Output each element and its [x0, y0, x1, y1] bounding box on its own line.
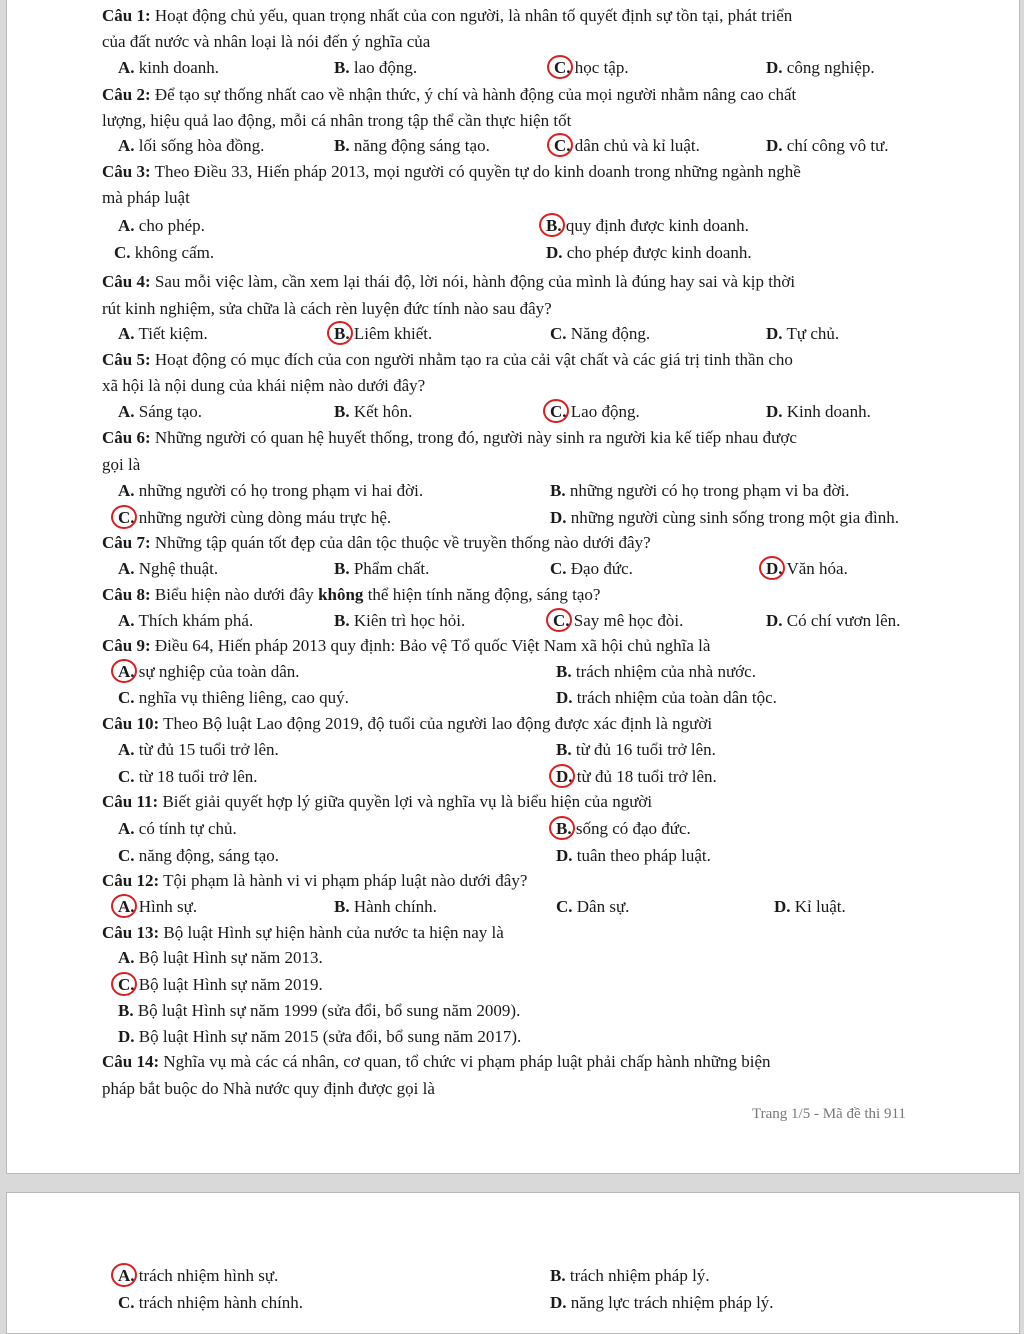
- answer-circle-mark: [547, 55, 573, 79]
- question-2-stem-line: [102, 83, 952, 107]
- question-12-option-d[interactable]: [774, 895, 846, 919]
- option-text: những người có họ trong phạm vi ba đời.: [569, 481, 850, 500]
- option-text: từ đủ 15 tuổi trở lên.: [138, 740, 279, 759]
- option-letter: D.: [550, 508, 567, 527]
- question-14-option-a[interactable]: [118, 1264, 278, 1288]
- question-13-option-a[interactable]: [118, 946, 323, 970]
- question-14-stem-line: [102, 1050, 952, 1074]
- question-10-option-c[interactable]: [118, 765, 258, 789]
- answer-circle-mark: [549, 816, 575, 840]
- answer-circle-mark: [111, 1263, 137, 1287]
- option-letter: A.: [118, 324, 135, 343]
- question-6-stem-text: Những người có quan hệ huyết thống, trong đó, người này sinh ra người kia kế tiếp nhau được: [154, 428, 797, 447]
- option-letter: C.: [118, 767, 135, 786]
- question-5-label: Câu 5:: [102, 350, 151, 369]
- question-1-stem-line: [102, 4, 952, 28]
- option-letter: D.: [550, 1293, 567, 1312]
- option-text: Hành chính.: [353, 897, 437, 916]
- option-text: từ 18 tuổi trở lên.: [138, 767, 258, 786]
- question-14-stem-text: Nghĩa vụ mà các cá nhân, cơ quan, tổ chức vi phạm pháp luật phải chấp hành những biện: [163, 1052, 771, 1071]
- answer-circle-mark: [111, 659, 137, 683]
- question-3-label: Câu 3:: [102, 162, 151, 181]
- option-letter: C.: [550, 402, 567, 421]
- answer-circle-mark: [547, 133, 573, 157]
- question-9-stem-text: Điều 64, Hiến pháp 2013 quy định: Bảo vệ Tổ quốc Việt Nam xã hội chủ nghĩa là: [154, 636, 711, 655]
- option-letter: C.: [118, 975, 135, 994]
- option-letter: D.: [118, 1027, 135, 1046]
- option-letter: D.: [556, 688, 573, 707]
- option-letter: A.: [118, 948, 135, 967]
- question-6-stem-line: [102, 453, 952, 477]
- option-letter: A.: [118, 216, 135, 235]
- option-text: trách nhiệm pháp lý.: [569, 1266, 710, 1285]
- option-text: Năng động.: [570, 324, 651, 343]
- option-text: sống có đạo đức.: [575, 819, 691, 838]
- option-letter: B.: [334, 324, 350, 343]
- option-text: năng động, sáng tạo.: [138, 846, 280, 865]
- option-letter: A.: [118, 1266, 135, 1285]
- answer-circle-mark: [111, 972, 137, 996]
- question-11-stem-line: [102, 790, 952, 814]
- question-3-option-a[interactable]: [118, 214, 205, 238]
- question-3-stem-text: Theo Điều 33, Hiến pháp 2013, mọi người có quyền tự do kinh doanh trong những ngành nghề: [154, 162, 801, 181]
- option-text: lối sống hòa đồng.: [138, 136, 265, 155]
- question-5-stem-text: xã hội là nội dung của khái niệm nào dưới đây?: [102, 376, 426, 395]
- option-letter: B.: [556, 740, 572, 759]
- question-8-option-d[interactable]: [766, 609, 900, 633]
- question-7-option-a[interactable]: [118, 557, 218, 581]
- option-letter: C.: [556, 897, 573, 916]
- question-6-option-b[interactable]: [550, 479, 849, 503]
- option-letter: A.: [118, 58, 135, 77]
- option-letter: B.: [118, 1001, 134, 1020]
- option-text: kinh doanh.: [138, 58, 220, 77]
- option-text: những người cùng dòng máu trực hệ.: [138, 508, 392, 527]
- option-letter: C.: [550, 324, 567, 343]
- question-2-stem-text: Để tạo sự thống nhất cao về nhận thức, ý chí và hành động của mọi người nhằm nâng cao chất: [154, 85, 797, 104]
- option-letter: A.: [118, 402, 135, 421]
- question-14-option-c[interactable]: [118, 1291, 303, 1315]
- option-text: trách nhiệm của toàn dân tộc.: [576, 688, 777, 707]
- question-3-option-c[interactable]: [114, 241, 214, 265]
- question-4-stem-text: Sau mỗi việc làm, cần xem lại thái độ, lời nói, hành động của mình là đúng hay sai và kịp thời: [154, 272, 796, 291]
- option-text: Liêm khiết.: [353, 324, 433, 343]
- question-8-stem-line: [102, 583, 952, 607]
- question-3-stem-line: [102, 186, 952, 210]
- option-text: năng lực trách nhiệm pháp lý.: [570, 1293, 774, 1312]
- question-2-stem-text: lượng, hiệu quả lao động, mỗi cá nhân trong tập thể cần thực hiện tốt: [102, 111, 572, 130]
- question-1-option-a[interactable]: [118, 56, 219, 80]
- option-text: Bộ luật Hình sự năm 1999 (sửa đổi, bổ sung năm 2009).: [137, 1001, 521, 1020]
- question-14-stem-line: [102, 1077, 952, 1101]
- option-letter: A.: [118, 136, 135, 155]
- question-2-option-a[interactable]: [118, 134, 264, 158]
- option-letter: C.: [118, 688, 135, 707]
- option-letter: B.: [556, 819, 572, 838]
- question-12-label: Câu 12:: [102, 871, 160, 890]
- question-1-stem-line: [102, 30, 952, 54]
- question-4-option-d[interactable]: [766, 322, 839, 346]
- option-text: Có chí vươn lên.: [786, 611, 901, 630]
- option-text: dân chủ và kỉ luật.: [574, 136, 700, 155]
- option-text: tuân theo pháp luật.: [576, 846, 711, 865]
- option-letter: C.: [114, 243, 131, 262]
- question-4-stem-line: [102, 297, 952, 321]
- option-text: chí công vô tư.: [786, 136, 889, 155]
- option-text: có tính tự chủ.: [138, 819, 237, 838]
- question-6-option-c[interactable]: [118, 506, 391, 530]
- question-9-stem-line: [102, 634, 952, 658]
- option-letter: A.: [118, 662, 135, 681]
- option-letter: C.: [118, 846, 135, 865]
- question-10-option-a[interactable]: [118, 738, 279, 762]
- question-8-option-b[interactable]: [334, 609, 465, 633]
- question-7-stem-text: Những tập quán tốt đẹp của dân tộc thuộc về truyền thống nào dưới đây?: [154, 533, 651, 552]
- question-9-option-b[interactable]: [556, 660, 756, 684]
- option-text: Đạo đức.: [570, 559, 633, 578]
- question-13-option-c[interactable]: [118, 973, 323, 997]
- question-4-stem-text: rút kinh nghiệm, sửa chữa là cách rèn luyện đức tính nào sau đây?: [102, 299, 552, 318]
- option-text: những người có họ trong phạm vi hai đời.: [138, 481, 424, 500]
- question-4-option-a[interactable]: [118, 322, 208, 346]
- question-2-option-d[interactable]: [766, 134, 889, 158]
- option-letter: B.: [550, 481, 566, 500]
- question-1-stem-text: Hoạt động chủ yếu, quan trọng nhất của con người, là nhân tố quyết định sự tồn tại, phát triển: [154, 6, 793, 25]
- page-footer: Trang 1/5 - Mã đề thi 911: [752, 1106, 906, 1122]
- option-letter: D.: [766, 611, 783, 630]
- option-text: Tự chủ.: [786, 324, 840, 343]
- question-5-option-b[interactable]: [334, 400, 412, 424]
- answer-circle-mark: [546, 608, 572, 632]
- option-letter: D.: [766, 559, 783, 578]
- question-13-stem-line: [102, 921, 952, 945]
- question-5-stem-line: [102, 348, 952, 372]
- question-1-stem-text: của đất nước và nhân loại là nói đến ý nghĩa của: [102, 32, 431, 51]
- option-text: nghĩa vụ thiêng liêng, cao quý.: [138, 688, 349, 707]
- question-1-option-d[interactable]: [766, 56, 875, 80]
- answer-circle-mark: [539, 213, 565, 237]
- question-6-option-d[interactable]: [550, 506, 899, 530]
- option-letter: B.: [334, 136, 350, 155]
- option-text: năng động sáng tạo.: [353, 136, 490, 155]
- question-2-option-c[interactable]: [554, 134, 700, 158]
- option-text: Bộ luật Hình sự năm 2015 (sửa đổi, bổ sung năm 2017).: [138, 1027, 522, 1046]
- option-text: quy định được kinh doanh.: [565, 216, 749, 235]
- question-7-option-b[interactable]: [334, 557, 429, 581]
- option-letter: C.: [118, 1293, 135, 1312]
- answer-circle-mark: [549, 764, 575, 788]
- question-9-option-c[interactable]: [118, 686, 349, 710]
- option-letter: D.: [556, 846, 573, 865]
- question-11-label: Câu 11:: [102, 792, 159, 811]
- question-3-stem-line: [102, 160, 952, 184]
- option-letter: D.: [766, 402, 783, 421]
- answer-circle-mark: [111, 505, 137, 529]
- option-text: Say mê học đòi.: [573, 611, 684, 630]
- question-8-label: Câu 8:: [102, 585, 151, 604]
- question-6-label: Câu 6:: [102, 428, 151, 447]
- question-8-stem-part: không: [318, 585, 364, 604]
- option-letter: C.: [554, 58, 571, 77]
- question-14-stem-text: pháp bắt buộc do Nhà nước quy định được gọi là: [102, 1079, 435, 1098]
- option-text: những người cùng sinh sống trong một gia đình.: [570, 508, 899, 527]
- option-letter: B.: [334, 559, 350, 578]
- option-text: từ đủ 16 tuổi trở lên.: [575, 740, 716, 759]
- question-14-label: Câu 14:: [102, 1052, 160, 1071]
- option-text: Kỉ luật.: [794, 897, 846, 916]
- question-4-option-c[interactable]: [550, 322, 650, 346]
- question-1-label: Câu 1:: [102, 6, 151, 25]
- option-text: Kinh doanh.: [786, 402, 871, 421]
- question-2-label: Câu 2:: [102, 85, 151, 104]
- question-10-label: Câu 10:: [102, 714, 160, 733]
- question-6-stem-line: [102, 426, 952, 450]
- question-12-option-c[interactable]: [556, 895, 629, 919]
- option-letter: A.: [118, 819, 135, 838]
- question-12-option-b[interactable]: [334, 895, 437, 919]
- option-letter: B.: [334, 897, 350, 916]
- question-5-option-d[interactable]: [766, 400, 871, 424]
- option-text: Kết hôn.: [353, 402, 413, 421]
- option-letter: A.: [118, 611, 135, 630]
- option-text: học tập.: [574, 58, 629, 77]
- question-1-option-b[interactable]: [334, 56, 417, 80]
- question-8-stem-part: Biểu hiện nào dưới đây: [154, 585, 319, 604]
- question-5-stem-line: [102, 374, 952, 398]
- question-6-stem-text: gọi là: [102, 455, 141, 474]
- question-9-option-a[interactable]: [118, 660, 300, 684]
- question-14-option-b[interactable]: [550, 1264, 710, 1288]
- option-text: Hình sự.: [138, 897, 198, 916]
- question-7-label: Câu 7:: [102, 533, 151, 552]
- question-10-option-b[interactable]: [556, 738, 716, 762]
- question-7-stem-line: [102, 531, 952, 555]
- option-letter: A.: [118, 740, 135, 759]
- option-letter: D.: [766, 58, 783, 77]
- option-letter: A.: [118, 559, 135, 578]
- question-4-stem-line: [102, 270, 952, 294]
- question-11-option-c[interactable]: [118, 844, 279, 868]
- question-13-stem-text: Bộ luật Hình sự hiện hành của nước ta hiện nay là: [163, 923, 504, 942]
- option-text: cho phép được kinh doanh.: [566, 243, 752, 262]
- question-12-stem-text: Tội phạm là hành vi vi phạm pháp luật nào dưới đây?: [163, 871, 528, 890]
- question-12-stem-line: [102, 869, 952, 893]
- question-11-option-d[interactable]: [556, 844, 711, 868]
- option-text: Bộ luật Hình sự năm 2013.: [138, 948, 323, 967]
- option-letter: D.: [774, 897, 791, 916]
- question-10-stem-line: [102, 712, 952, 736]
- option-text: Thích khám phá.: [138, 611, 254, 630]
- question-13-label: Câu 13:: [102, 923, 160, 942]
- question-3-stem-text: mà pháp luật: [102, 188, 190, 207]
- answer-circle-mark: [327, 321, 353, 345]
- option-letter: B.: [546, 216, 562, 235]
- question-3-option-b[interactable]: [546, 214, 749, 238]
- question-10-stem-text: Theo Bộ luật Lao động 2019, độ tuổi của người lao động được xác định là người: [163, 714, 713, 733]
- option-letter: A.: [118, 481, 135, 500]
- option-letter: C.: [550, 559, 567, 578]
- option-text: trách nhiệm hành chính.: [138, 1293, 304, 1312]
- option-text: Tiết kiệm.: [138, 324, 208, 343]
- option-text: Sáng tạo.: [138, 402, 203, 421]
- option-letter: D.: [546, 243, 563, 262]
- option-text: Kiên trì học hỏi.: [353, 611, 466, 630]
- option-letter: C.: [118, 508, 135, 527]
- option-letter: D.: [766, 136, 783, 155]
- question-11-option-a[interactable]: [118, 817, 237, 841]
- question-7-option-c[interactable]: [550, 557, 633, 581]
- question-9-option-d[interactable]: [556, 686, 777, 710]
- question-8-stem-part: thể hiện tính năng động, sáng tạo?: [363, 585, 601, 604]
- option-text: Dân sự.: [576, 897, 630, 916]
- question-10-option-d[interactable]: [556, 765, 717, 789]
- question-5-option-a[interactable]: [118, 400, 202, 424]
- question-11-option-b[interactable]: [556, 817, 691, 841]
- option-letter: B.: [334, 611, 350, 630]
- option-letter: B.: [556, 662, 572, 681]
- option-text: trách nhiệm hình sự.: [138, 1266, 279, 1285]
- option-letter: B.: [550, 1266, 566, 1285]
- option-letter: C.: [554, 136, 571, 155]
- question-8-option-a[interactable]: [118, 609, 253, 633]
- question-2-stem-line: [102, 109, 952, 133]
- question-3-option-d[interactable]: [546, 241, 752, 265]
- question-6-option-a[interactable]: [118, 479, 423, 503]
- option-text: Văn hóa.: [786, 559, 848, 578]
- option-text: trách nhiệm của nhà nước.: [575, 662, 756, 681]
- option-text: công nghiệp.: [786, 58, 875, 77]
- option-text: Nghệ thuật.: [138, 559, 219, 578]
- option-text: cho phép.: [138, 216, 205, 235]
- option-text: Bộ luật Hình sự năm 2019.: [138, 975, 323, 994]
- question-8-option-c[interactable]: [553, 609, 683, 633]
- answer-circle-mark: [759, 556, 785, 580]
- option-text: không cấm.: [134, 243, 215, 262]
- option-text: sự nghiệp của toàn dân.: [138, 662, 300, 681]
- option-text: lao động.: [353, 58, 418, 77]
- question-14-option-d[interactable]: [550, 1291, 774, 1315]
- option-letter: C.: [553, 611, 570, 630]
- option-letter: B.: [334, 58, 350, 77]
- option-letter: D.: [766, 324, 783, 343]
- option-letter: B.: [334, 402, 350, 421]
- question-2-option-b[interactable]: [334, 134, 490, 158]
- option-text: Lao động.: [570, 402, 640, 421]
- answer-circle-mark: [543, 399, 569, 423]
- answer-circle-mark: [111, 894, 137, 918]
- question-5-stem-text: Hoạt động có mục đích của con người nhằm tạo ra của cải vật chất và các giá trị tinh thần cho: [154, 350, 793, 369]
- question-4-label: Câu 4:: [102, 272, 151, 291]
- question-9-label: Câu 9:: [102, 636, 151, 655]
- option-letter: A.: [118, 897, 135, 916]
- option-letter: D.: [556, 767, 573, 786]
- question-13-option-b[interactable]: [118, 999, 520, 1023]
- option-text: Phẩm chất.: [353, 559, 430, 578]
- option-text: từ đủ 18 tuổi trở lên.: [576, 767, 717, 786]
- question-11-stem-text: Biết giải quyết hợp lý giữa quyền lợi và nghĩa vụ là biểu hiện của người: [162, 792, 653, 811]
- question-13-option-d[interactable]: [118, 1025, 521, 1049]
